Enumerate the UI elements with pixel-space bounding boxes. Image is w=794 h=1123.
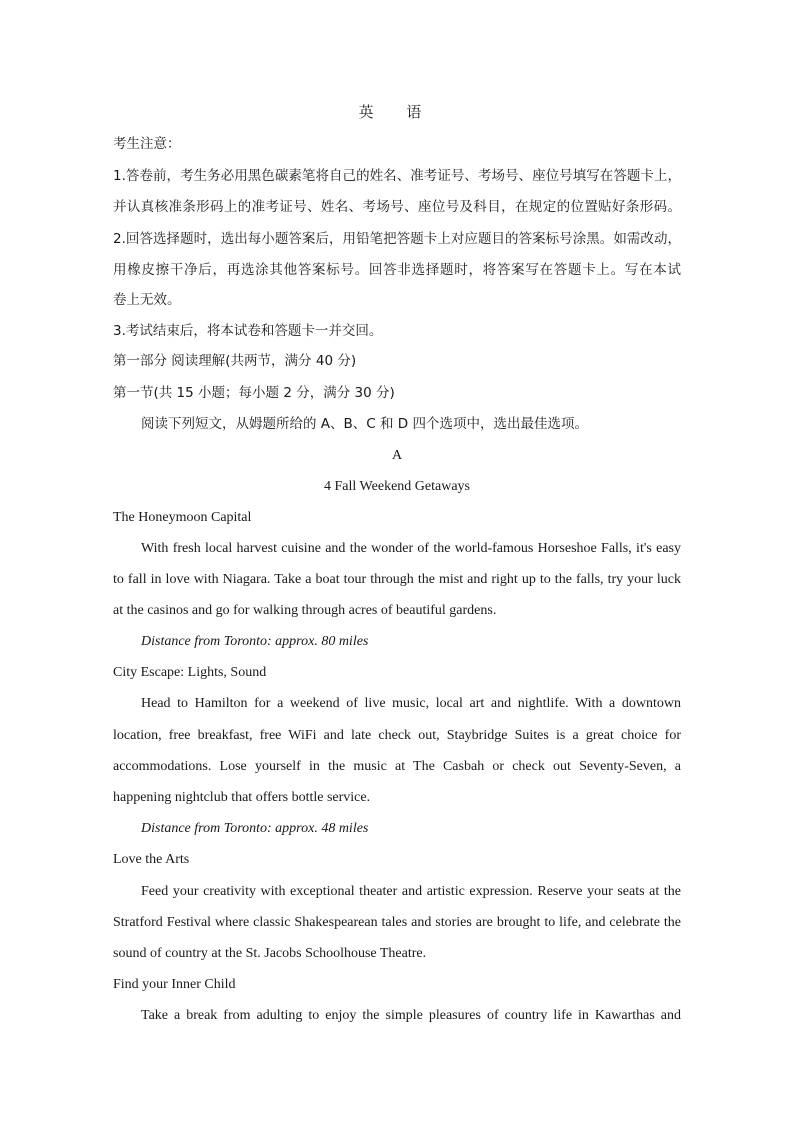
- instruction-line: 2.回答选择题时，选出每小题答案后，用铅笔把答题卡上对应题目的答案标号涂黑。如需改动，: [113, 231, 681, 247]
- section-heading: Find your Inner Child: [113, 977, 236, 992]
- instruction-line: 用橡皮擦干净后，再选涂其他答案标号。回答非选择题时，将答案写在答题卡上。写在本试: [113, 262, 681, 278]
- passage-title: 4 Fall Weekend Getaways: [324, 479, 470, 494]
- passage-line: accommodations. Lose yourself in the music at The Casbah or check out Seventy-Seven, a: [113, 759, 681, 774]
- passage-line: location, free breakfast, free WiFi and late check out, Staybridge Suites is a great choice for: [113, 728, 681, 743]
- page-title: 英 语: [358, 103, 436, 121]
- section-title: 第一节(共 15 小题；每小题 2 分，满分 30 分): [113, 385, 395, 401]
- instruction-line: 并认真核准条形码上的准考证号、姓名、考场号、座位号及科目，在规定的位置贴好条形码。: [113, 199, 681, 215]
- section-heading: The Honeymoon Capital: [113, 510, 252, 525]
- passage-line: sound of country at the St. Jacobs Schoolhouse Theatre.: [113, 946, 427, 961]
- instruction-line: 3.考试结束后，将本试卷和答题卡一并交回。: [113, 323, 383, 339]
- directions: 阅读下列短文，从姆题所给的 A、B、C 和 D 四个选项中，选出最佳选项。: [141, 416, 588, 432]
- passage-line: happening nightclub that offers bottle service.: [113, 790, 371, 805]
- distance-note: Distance from Toronto: approx. 80 miles: [141, 634, 369, 649]
- passage-line: Stratford Festival where classic Shakespearean tales and stories are brought to life, and celebrate the: [113, 915, 681, 930]
- section-heading: City Escape: Lights, Sound: [113, 665, 267, 680]
- distance-note: Distance from Toronto: approx. 48 miles: [141, 821, 369, 836]
- section-heading: Love the Arts: [113, 852, 190, 867]
- notice-heading: 考生注意：: [113, 136, 181, 152]
- passage-line: Head to Hamilton for a weekend of live music, local art and nightlife. With a downtown: [141, 696, 681, 711]
- passage-line: Take a break from adulting to enjoy the simple pleasures of country life in Kawarthas and: [141, 1008, 681, 1023]
- passage-line: With fresh local harvest cuisine and the wonder of the world-famous Horseshoe Falls, it's easy: [141, 541, 681, 556]
- instruction-line: 卷上无效。: [113, 292, 181, 308]
- passage-line: at the casinos and go for walking through acres of beautiful gardens.: [113, 603, 497, 618]
- instruction-line: 1.答卷前，考生务必用黑色碳素笔将自己的姓名、准考证号、考场号、座位号填写在答题卡上，: [113, 168, 681, 184]
- passage-line: to fall in love with Niagara. Take a boat tour through the mist and right up to the falls, try your luck: [113, 572, 681, 587]
- part-title: 第一部分 阅读理解(共两节，满分 40 分): [113, 353, 357, 369]
- passage-label: A: [391, 448, 403, 463]
- passage-line: Feed your creativity with exceptional theater and artistic expression. Reserve your seats at the: [141, 884, 681, 899]
